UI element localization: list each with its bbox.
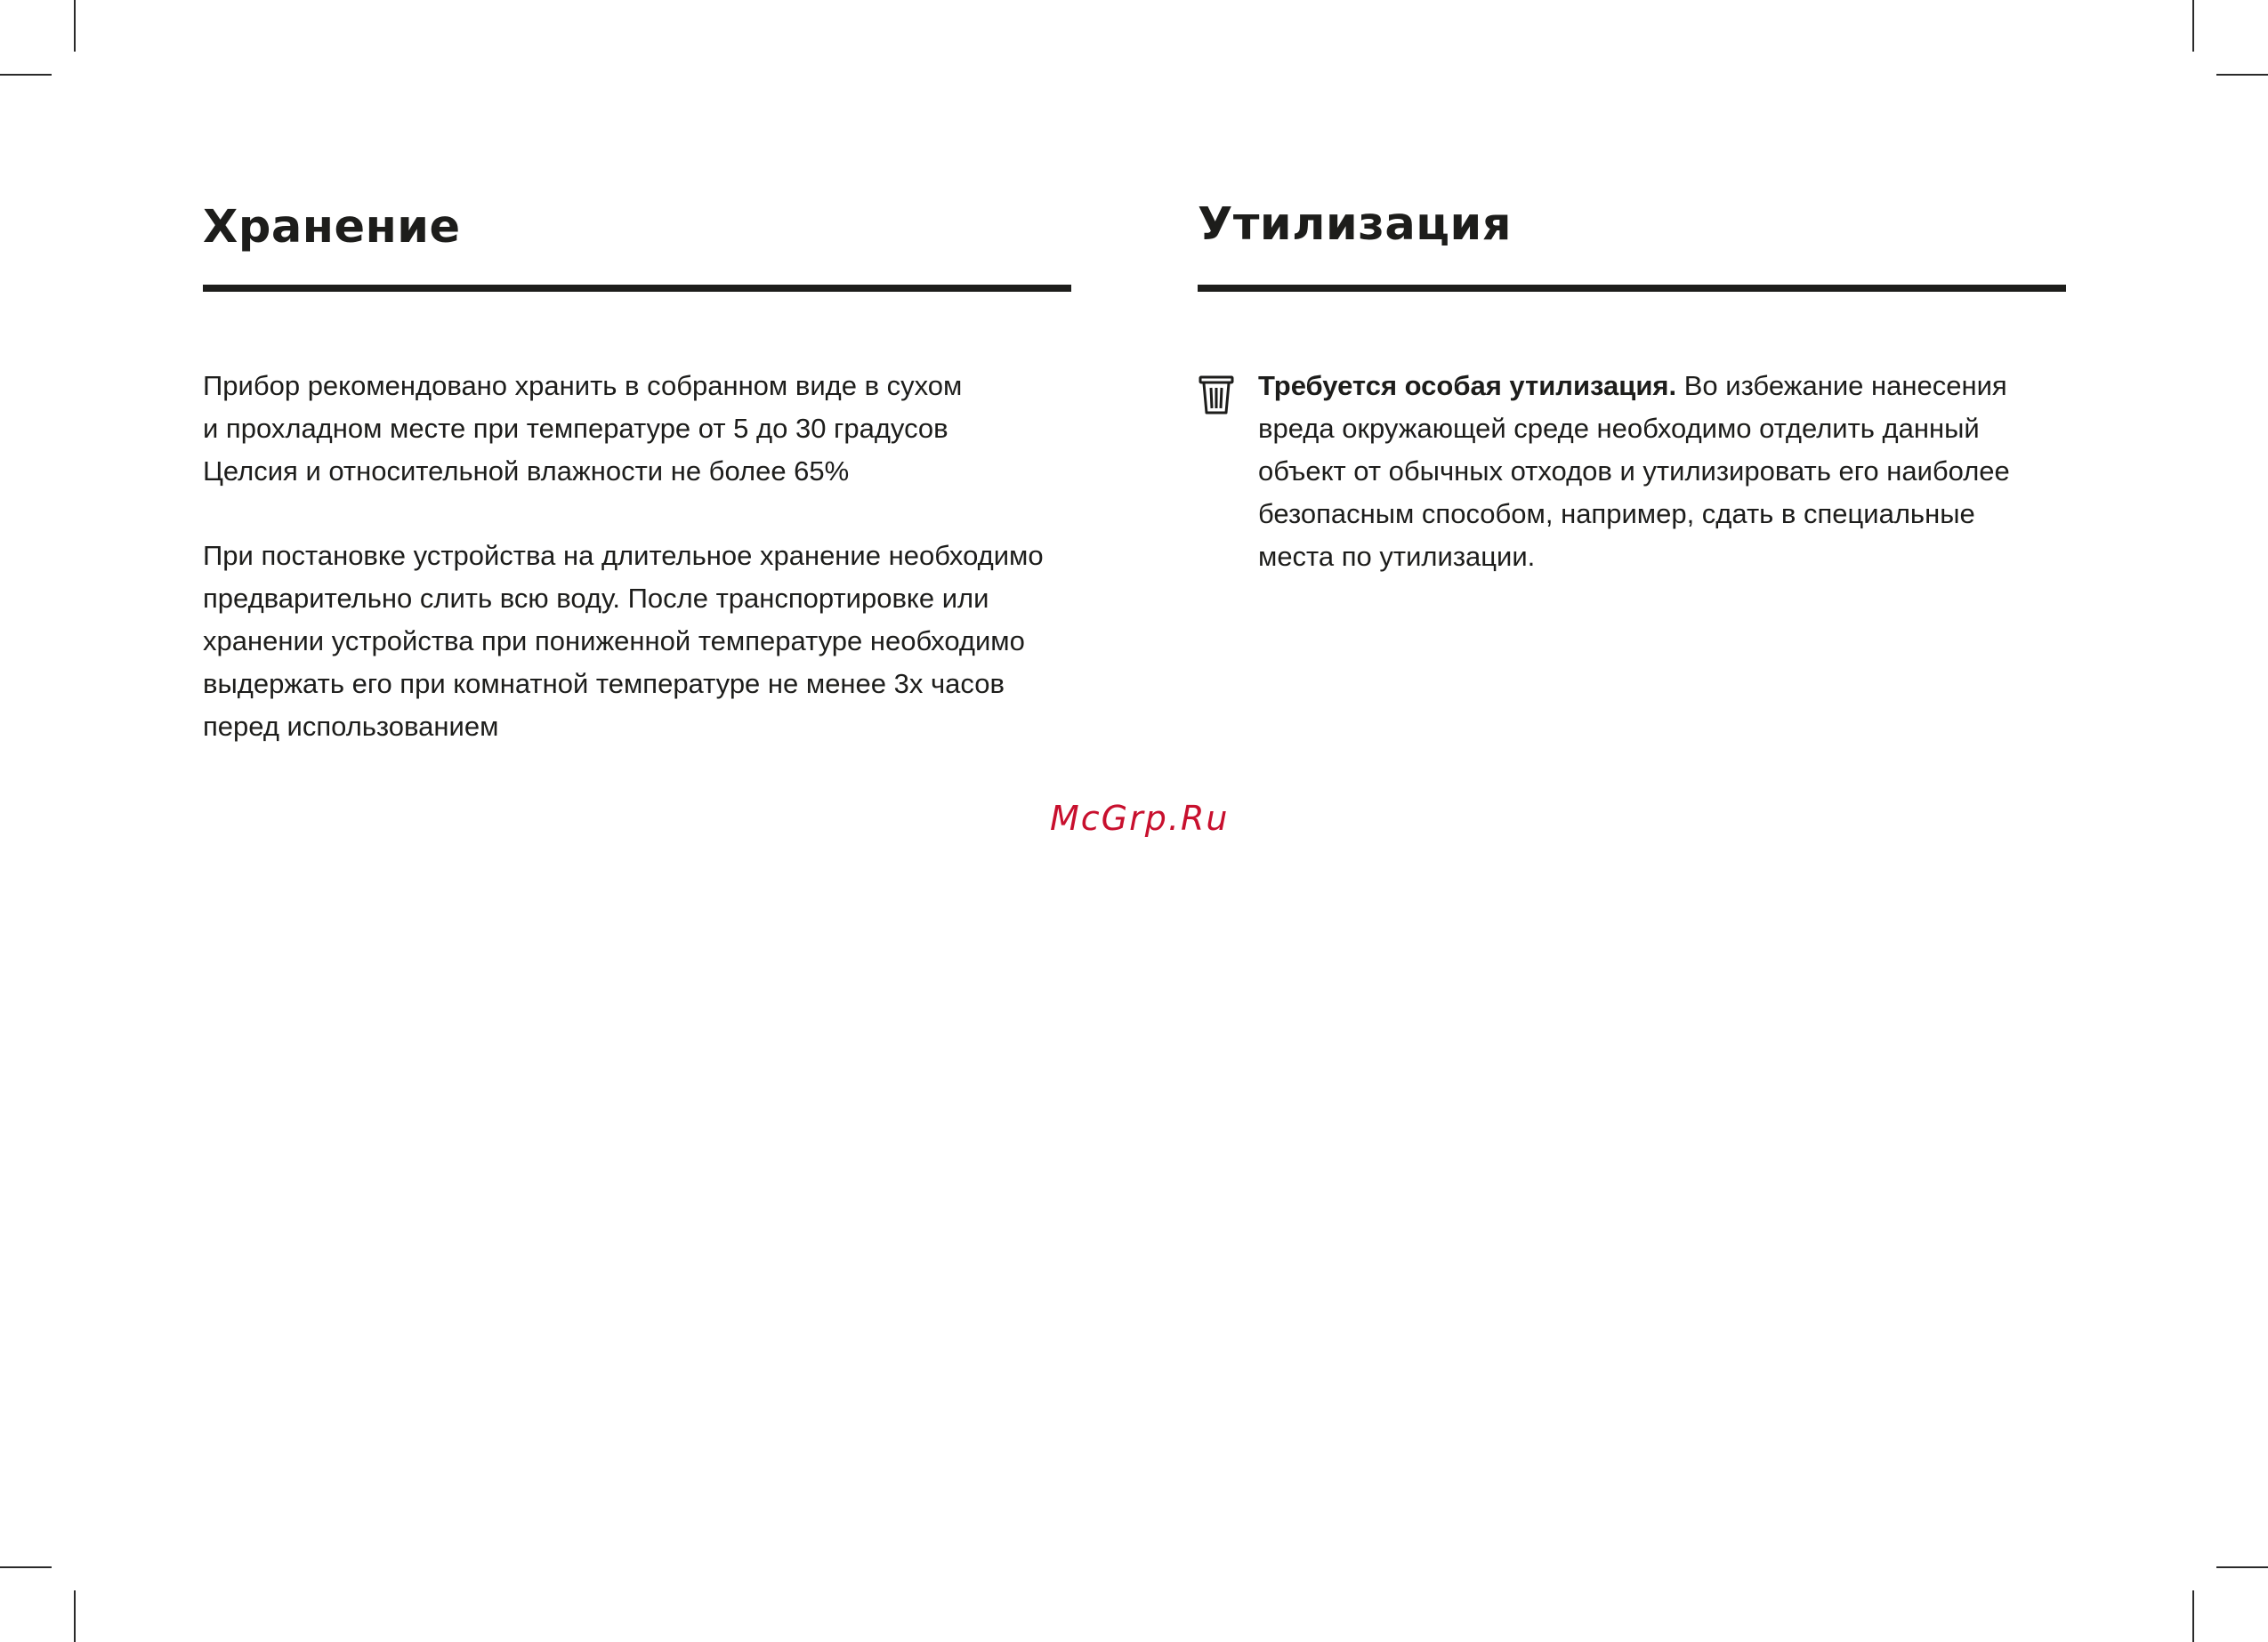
- crop-mark: [0, 74, 52, 76]
- crop-mark: [0, 1566, 52, 1568]
- storage-paragraph-2: [203, 535, 1044, 748]
- storage-title-rule: [203, 285, 1071, 292]
- text-line: безопасным способом, например, сдать в специальные: [1258, 498, 1975, 529]
- storage-paragraph-1: [203, 365, 962, 493]
- trash-bin-icon: [1198, 373, 1235, 415]
- text-line: вреда окружающей среде необходимо отделить данный: [1258, 413, 1980, 444]
- text-line: Целсия и относительной влажности не более 65%: [203, 455, 850, 487]
- text-line: [1258, 365, 2010, 407]
- text-line: объект от обычных отходов и утилизировать его наиболее: [1258, 455, 2010, 487]
- crop-mark: [74, 0, 76, 52]
- crop-mark: [2216, 74, 2268, 76]
- text-line: предварительно слить всю воду. После транспортировке или: [203, 583, 989, 614]
- crop-mark: [2216, 1566, 2268, 1568]
- disposal-paragraph: [1258, 365, 2010, 578]
- text-line: При постановке устройства на длительное хранение необходимо: [203, 540, 1044, 571]
- text-line: перед использованием: [203, 711, 499, 742]
- storage-title: Хранение: [203, 201, 461, 254]
- text-line: Прибор рекомендовано хранить в собранном виде в сухом: [203, 370, 963, 401]
- text-line: места по утилизации.: [1258, 541, 1536, 572]
- crop-mark: [2192, 1590, 2194, 1642]
- crop-mark: [74, 1590, 76, 1642]
- crop-mark: [2192, 0, 2194, 52]
- watermark-link[interactable]: McGrp.Ru: [1050, 799, 1230, 838]
- disposal-title-rule: [1198, 285, 2066, 292]
- text-line: выдержать его при комнатной температуре не менее 3х часов: [203, 668, 1005, 699]
- text-line: и прохладном месте при температуре от 5 до 30 градусов: [203, 413, 948, 444]
- disposal-title: Утилизация: [1198, 198, 1513, 251]
- disposal-lead-bold: Требуется особая утилизация.: [1258, 370, 1677, 401]
- text-line: хранении устройства при пониженной температуре необходимо: [203, 625, 1025, 656]
- disposal-lead-rest: Во избежание нанесения: [1676, 370, 2007, 401]
